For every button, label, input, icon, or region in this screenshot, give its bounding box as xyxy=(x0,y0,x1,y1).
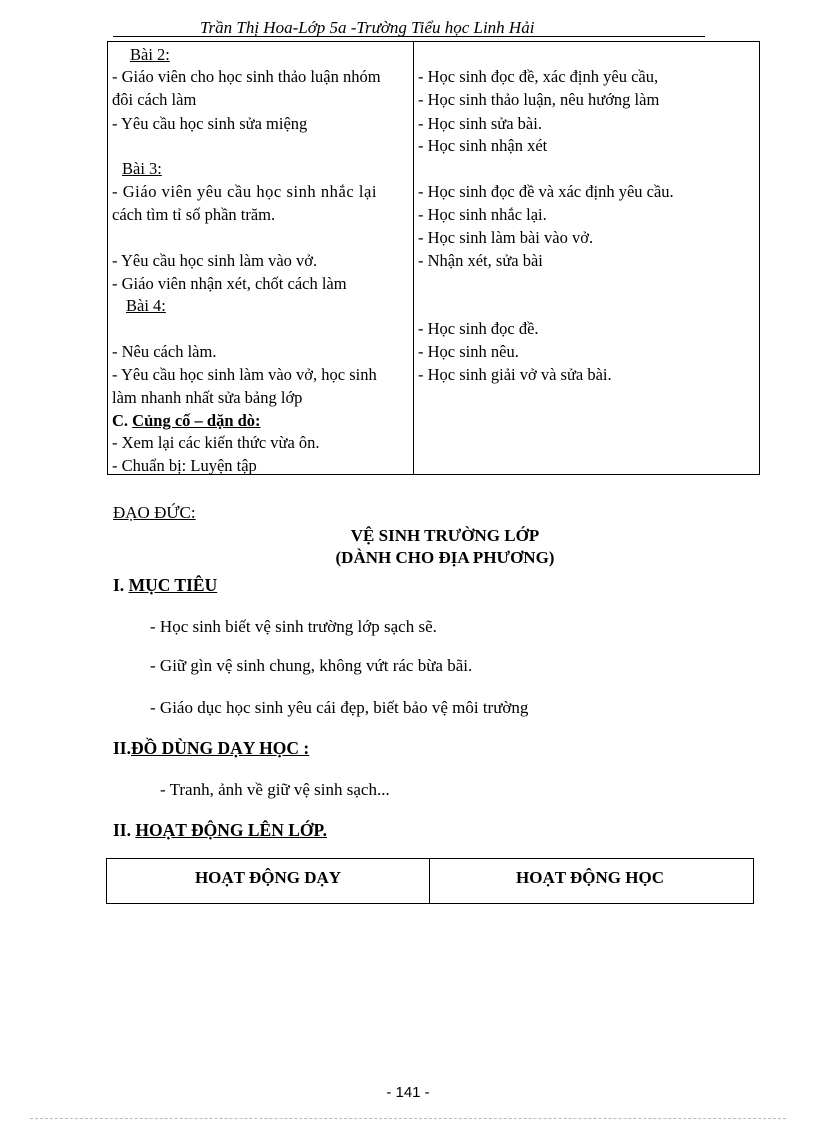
right-line: - Học sinh đọc đề, xác định yêu cầu, xyxy=(418,67,659,86)
learning-column-header: HOẠT ĐỘNG HỌC xyxy=(516,868,664,887)
heading-text: MỤC TIÊU xyxy=(128,575,218,595)
left-line: - Yêu cầu học sinh làm vào vở. xyxy=(112,251,318,270)
lesson-title: VỆ SINH TRƯỜNG LỚP xyxy=(350,526,540,545)
left-line: cách tìm tỉ số phần trăm. xyxy=(112,205,276,224)
left-line: - Yêu cầu học sinh làm vào vở, học sinh xyxy=(112,365,377,384)
footer-rule xyxy=(30,1118,786,1119)
exercise-2-heading: Bài 2: xyxy=(130,45,170,64)
activities-table xyxy=(106,858,754,904)
right-line: - Nhận xét, sửa bài xyxy=(418,251,543,270)
left-line: - Giáo viên yêu cầu học sinh nhắc lại xyxy=(112,182,378,201)
left-line: - Xem lại các kiến thức vừa ôn. xyxy=(112,433,320,452)
right-line: - Học sinh giải vở và sửa bài. xyxy=(418,365,612,384)
exercise-3-heading: Bài 3: xyxy=(122,159,162,178)
heading-text: HOẠT ĐỘNG LÊN LỚP. xyxy=(135,820,327,840)
activity-table xyxy=(107,41,760,475)
left-line: - Giáo viên nhận xét, chốt cách làm xyxy=(112,274,347,293)
left-line: - Giáo viên cho học sinh thảo luận nhóm xyxy=(112,67,381,86)
lesson-subtitle: (DÀNH CHO ĐỊA PHƯƠNG) xyxy=(335,548,555,567)
left-line: làm nhanh nhất sửa bảng lớp xyxy=(112,388,303,407)
right-line: - Học sinh đọc đề và xác định yêu cầu. xyxy=(418,182,674,201)
right-line: - Học sinh nêu. xyxy=(418,342,519,361)
left-line: - Chuẩn bị: Luyện tập xyxy=(112,456,257,475)
goal-item: - Giáo dục học sinh yêu cái đẹp, biết bảo vệ môi trường xyxy=(150,698,529,717)
heading-number: II. xyxy=(113,820,136,840)
consolidation-heading: C. Củng cố – dặn dò: xyxy=(112,411,261,430)
left-line: - Nêu cách làm. xyxy=(112,342,217,361)
right-line: - Học sinh nhận xét xyxy=(418,136,548,155)
right-line: - Học sinh đọc đề. xyxy=(418,319,539,338)
column-divider xyxy=(413,42,414,474)
heading-text: ĐỒ DÙNG DẠY HỌC : xyxy=(131,738,310,758)
left-line: - Yêu cầu học sinh sửa miệng xyxy=(112,114,308,133)
subject-label: ĐẠO ĐỨC: xyxy=(113,503,196,522)
right-line: - Học sinh thảo luận, nêu hướng làm xyxy=(418,90,660,109)
exercise-4-heading: Bài 4: xyxy=(126,296,166,315)
right-line: - Học sinh sửa bài. xyxy=(418,114,542,133)
objectives-heading xyxy=(113,577,217,595)
materials-item: - Tranh, ảnh về giữ vệ sinh sạch... xyxy=(160,780,390,799)
heading-number: I. xyxy=(113,575,129,595)
teaching-column-header: HOẠT ĐỘNG DẠY xyxy=(194,868,342,887)
right-line: - Học sinh làm bài vào vở. xyxy=(418,228,594,247)
page-number: - 141 - xyxy=(386,1084,430,1101)
goal-item: - Giữ gìn vệ sinh chung, không vứt rác bừa bãi. xyxy=(150,656,473,675)
goal-item: - Học sinh biết vệ sinh trường lớp sạch sẽ. xyxy=(150,617,437,636)
left-line: đôi cách làm xyxy=(112,90,197,109)
header-rule xyxy=(113,36,705,37)
page-header: Trần Thị Hoa-Lớp 5a -Trường Tiểu học Linh Hải xyxy=(200,18,535,37)
activities-heading xyxy=(113,822,327,840)
right-line: - Học sinh nhắc lại. xyxy=(418,205,547,224)
heading-number: II. xyxy=(113,738,131,758)
materials-heading xyxy=(113,740,309,758)
